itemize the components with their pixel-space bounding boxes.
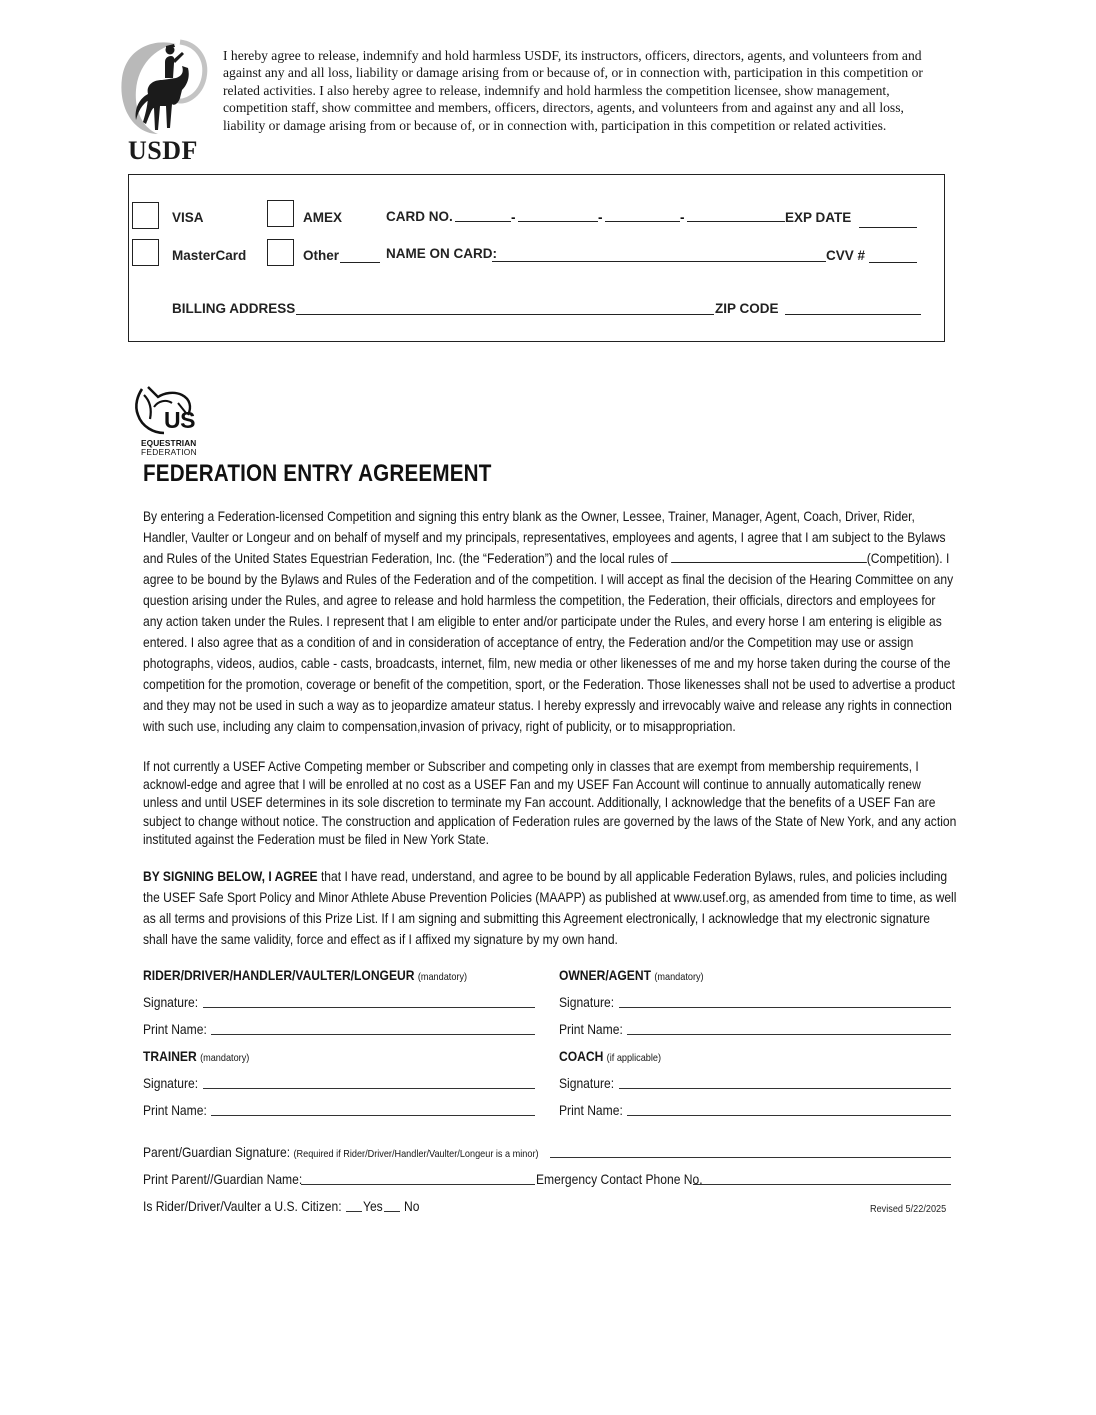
guardian-name-field[interactable]	[301, 1184, 535, 1185]
zip-code-field[interactable]	[785, 314, 921, 315]
card-number-label: CARD NO.	[386, 209, 453, 224]
usef-logo-federation: FEDERATION	[141, 447, 197, 457]
citizen-yes-label: Yes	[363, 1198, 383, 1214]
card-number-field-1[interactable]	[455, 221, 511, 222]
usdf-wordmark: USDF	[128, 136, 198, 165]
billing-address-label: BILLING ADDRESS	[172, 301, 296, 316]
rider-heading: RIDER/DRIVER/HANDLER/VAULTER/LONGEUR (mandatory)	[143, 967, 468, 983]
trainer-print-name-label: Print Name:	[143, 1102, 207, 1118]
revision-date: Revised 5/22/2025	[870, 1203, 947, 1215]
zip-code-label: ZIP CODE	[715, 301, 779, 316]
trainer-signature-field[interactable]	[203, 1088, 535, 1089]
coach-signature-field[interactable]	[619, 1088, 951, 1089]
coach-print-name-field[interactable]	[627, 1115, 951, 1116]
billing-address-field[interactable]	[296, 314, 714, 315]
emergency-phone-label: Emergency Contact Phone No.	[536, 1171, 703, 1187]
dressage-rider-icon	[118, 38, 214, 138]
visa-label: VISA	[172, 210, 204, 225]
trainer-heading: TRAINER (mandatory)	[143, 1048, 250, 1064]
citizen-no-label: No	[404, 1198, 420, 1214]
emergency-phone-field[interactable]	[693, 1184, 951, 1185]
rider-signature-label: Signature:	[143, 994, 199, 1010]
trainer-signature-label: Signature:	[143, 1075, 199, 1091]
amex-checkbox[interactable]	[267, 200, 294, 227]
agreement-paragraph-2: If not currently a USEF Active Competing member or Subscriber and competing only in classes that are exempt from membership requirements, I acknowl-edge and agree that I will be enrolled at no cost as a USEF Fan and my USEF Fan Account will continue to annually automatically renew unless and until USEF determines in its sole discretion to terminate my Fan account. Additionally, I acknowledge that the benefits of a USEF Fan are subject to change without notice. The construction and application of Federation rules are governed by the laws of the State of New York, and any action instituted against the Federation must be filed in New York State.	[143, 758, 957, 847]
citizen-no-field[interactable]	[384, 1211, 400, 1212]
citizen-yes-field[interactable]	[346, 1211, 362, 1212]
us-equestrian-logo	[128, 385, 206, 457]
usef-logo-us: US	[164, 407, 195, 433]
usdf-release-paragraph: I hereby agree to release, indemnify and hold harmless USDF, its instructors, officers, directors, agents, and volunteers from and against any and all loss, liability or damage arising from or because of, or in connection with, participation in this competition or related activities. I also hereby agree to release, indemnify and hold harmless the competition licensee, show management, competition staff, show committee and members, officers, directors, agents, and volunteers from and against any and all loss, liability or damage arising from or because of, or in connection with, participation in this competition or related activities.	[223, 48, 923, 133]
card-number-field-2[interactable]	[518, 221, 598, 222]
agreement-title: FEDERATION ENTRY AGREEMENT	[143, 460, 492, 487]
guardian-signature-field[interactable]	[550, 1157, 951, 1158]
guardian-signature-label: Parent/Guardian Signature: (Required if Rider/Driver/Handler/Vaulter/Longeur is a minor)	[143, 1144, 539, 1160]
card-number-field-4[interactable]	[687, 221, 785, 222]
owner-heading: OWNER/AGENT (mandatory)	[559, 967, 704, 983]
rider-signature-field[interactable]	[203, 1007, 535, 1008]
owner-signature-field[interactable]	[619, 1007, 951, 1008]
competition-name-field[interactable]	[671, 551, 867, 563]
trainer-print-name-field[interactable]	[211, 1115, 535, 1116]
coach-print-name-label: Print Name:	[559, 1102, 623, 1118]
rider-print-name-label: Print Name:	[143, 1021, 207, 1037]
amex-label: AMEX	[303, 210, 343, 225]
card-number-field-3[interactable]	[605, 221, 680, 222]
guardian-name-label: Print Parent//Guardian Name:	[143, 1171, 303, 1187]
credit-card-form: VISA AMEX CARD NO. - - - EXP DATE MasterCard Other NAME ON CARD: CVV # BILLING ADDRESS ZIP CODE	[128, 174, 945, 342]
usdf-logo	[118, 38, 214, 166]
exp-date-field[interactable]	[859, 227, 917, 228]
agreement-paragraph-1: By entering a Federation-licensed Competition and signing this entry blank as the Owner, Lessee, Trainer, Manager, Agent, Coach, Driver, Rider, Handler, Vaulter or Longeur and on behalf of myself and my principals, representatives, employees and agents, I agree that I am subject to the Bylaws and Rules of the United States Equestrian Federation, Inc. (the “Federation”) and the local rules of (Competition). I agree to be bound by the Bylaws and Rules of the Federation and of the competition. I will accept as final the decision of the Hearing Committee on any question arising under the Rules, and agree to release and hold harmless the competition, the Federation, their officials, directors and employees for any action taken under the Rules. I represent that I am eligible to enter and/or participate under the Rules, and every horse I am entering is eligible as entered. I also agree that as a condition of and in consideration of acceptance of entry, the Federation and/or the Competition may use or assign photographs, videos, audios, cable - casts, broadcasts, internet, film, new media or other likenesses of me and my horse taken during the course of the competition for the promotion, coverage or benefit of the competition, sport, or the Federation. Those likenesses shall not be used to advertise a product and they may not be used in such a way as to jeopardize amateur status. I hereby expressly and irrevocably waive and release any rights in connection with such use, including any claim to compensation,invasion of privacy, right of publicity, or to misappropriation.	[143, 508, 955, 734]
owner-print-name-label: Print Name:	[559, 1021, 623, 1037]
name-on-card-field[interactable]	[492, 261, 826, 262]
mastercard-label: MasterCard	[172, 248, 247, 263]
owner-print-name-field[interactable]	[627, 1034, 951, 1035]
exp-date-label: EXP DATE	[785, 210, 852, 225]
visa-checkbox[interactable]	[132, 202, 159, 229]
agreement-paragraph-3: BY SIGNING BELOW, I AGREE that I have read, understand, and agree to be bound by all applicable Federation Bylaws, rules, and policies including the USEF Safe Sport Policy and Minor Athlete Abuse Prevention Policies (MAAPP) as published at www.usef.org, as amended from time to time, as well as all terms and provisions of this Prize List. If I am signing and submitting this Agreement electronically, I acknowledge that my electronic signature shall have the same validity, force and effect as if I affixed my signature by my own hand.	[143, 868, 957, 947]
coach-signature-label: Signature:	[559, 1075, 615, 1091]
other-card-field[interactable]	[340, 262, 380, 263]
mastercard-checkbox[interactable]	[132, 239, 159, 266]
citizen-question: Is Rider/Driver/Vaulter a U.S. Citizen:	[143, 1198, 342, 1214]
other-checkbox[interactable]	[267, 239, 294, 266]
cvv-label: CVV #	[826, 248, 866, 263]
cvv-field[interactable]	[869, 262, 917, 263]
coach-heading: COACH (if applicable)	[559, 1048, 662, 1064]
usef-logo-equestrian: EQUESTRIAN	[141, 438, 197, 448]
other-label: Other	[303, 248, 340, 263]
name-on-card-label: NAME ON CARD:	[386, 246, 497, 261]
owner-signature-label: Signature:	[559, 994, 615, 1010]
rider-print-name-field[interactable]	[211, 1034, 535, 1035]
